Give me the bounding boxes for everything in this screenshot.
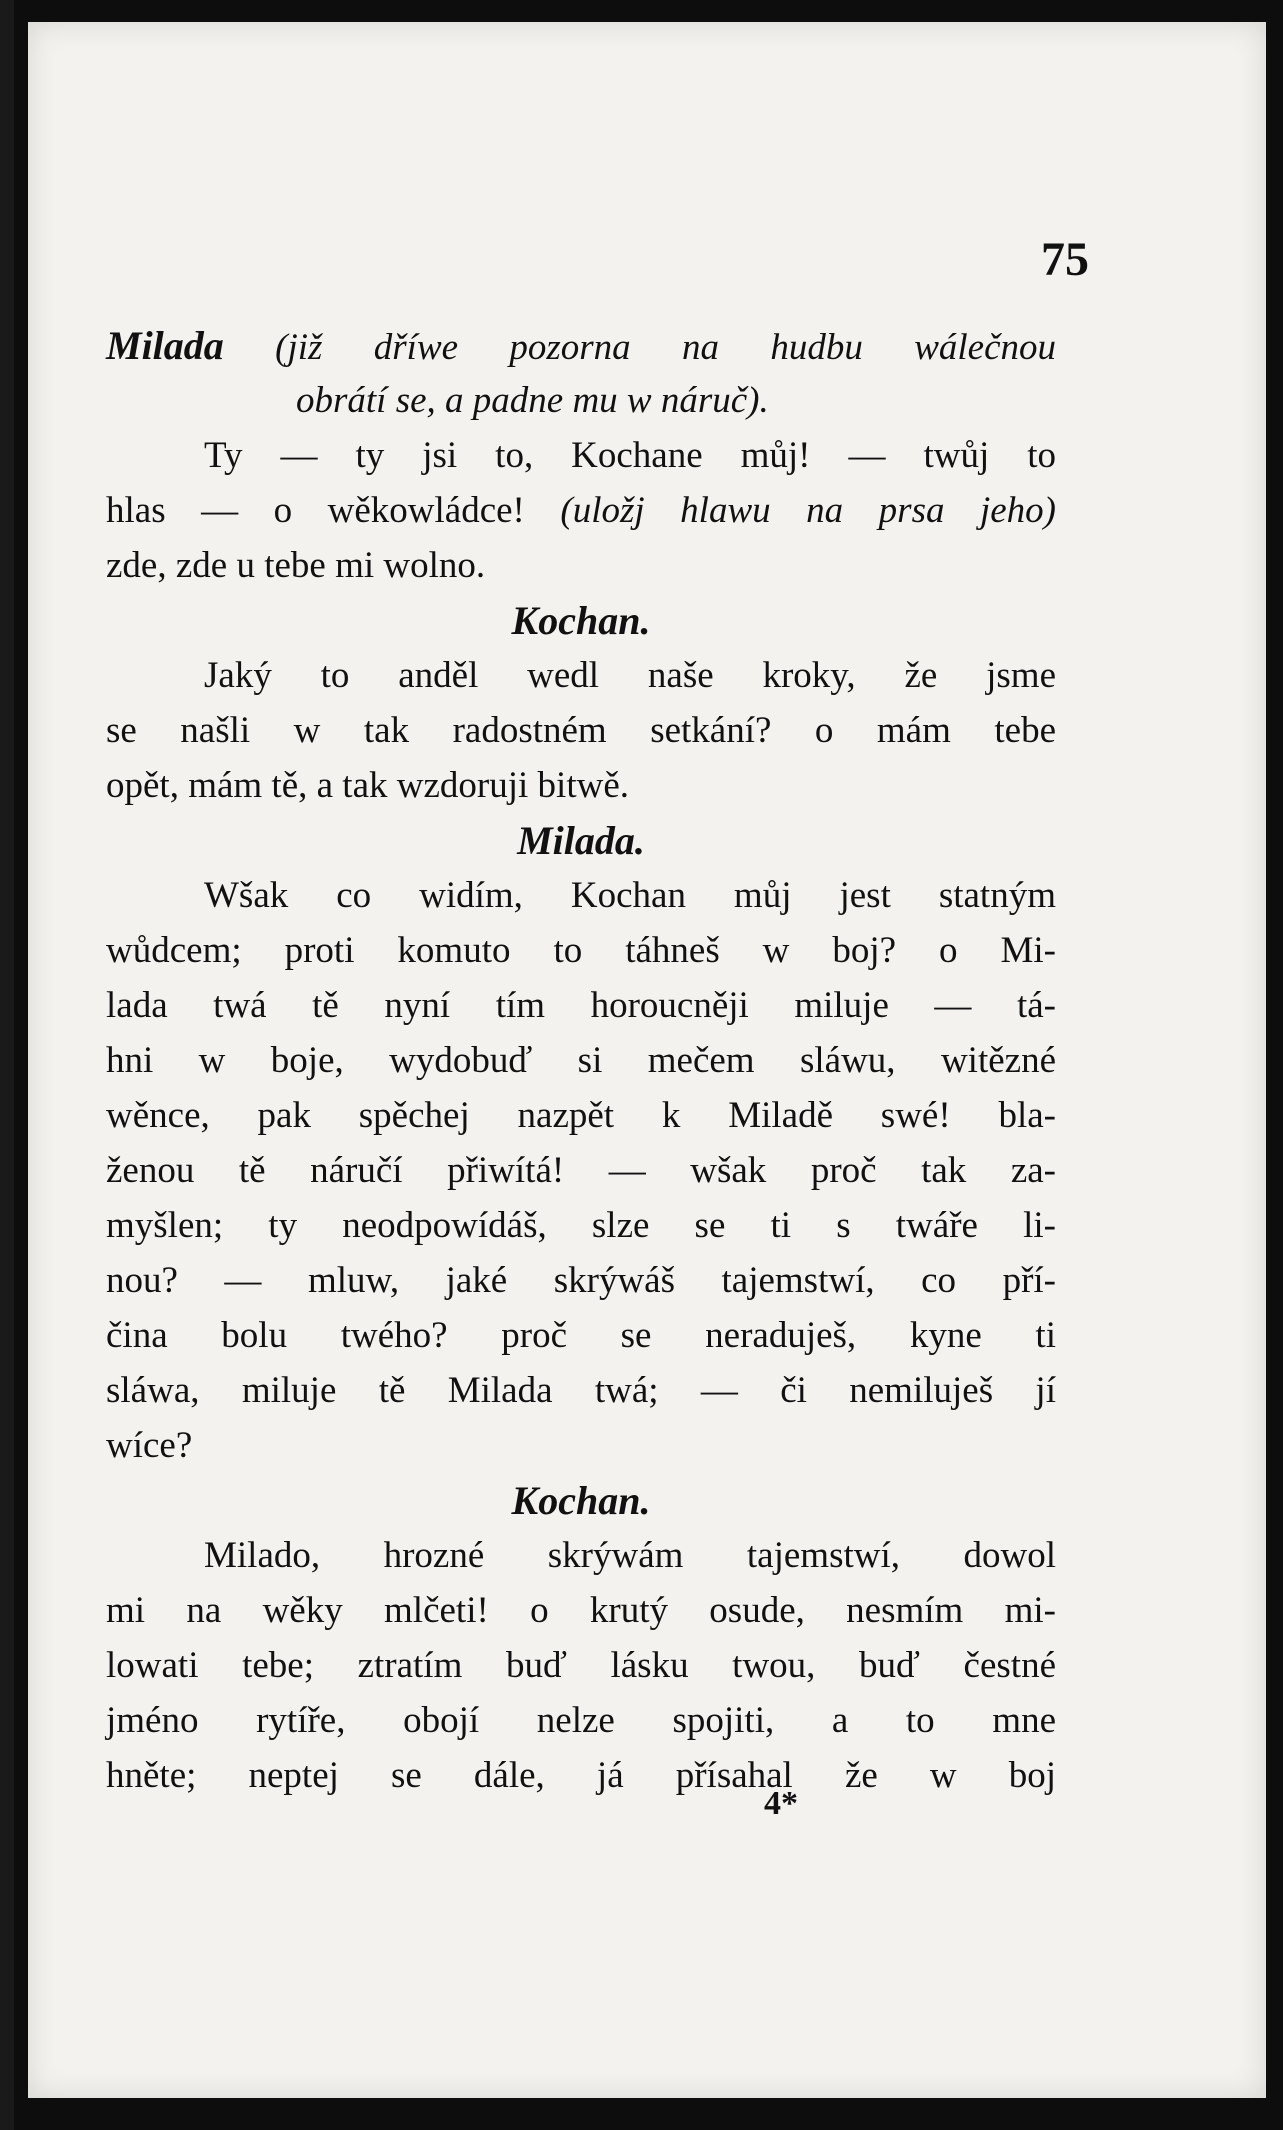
book-spine-edge [0, 0, 14, 2130]
text-line: jméno rytíře, obojí nelze spojiti, a to mne [106, 1700, 1056, 1741]
text-line: lowati tebe; ztratím buď lásku twou, buď čestné [106, 1645, 1056, 1686]
text-line: opět, mám tě, a tak wzdoruji bitwě. [106, 765, 629, 806]
text-line: čina bolu twého? proč se neraduješ, kyne ti [106, 1315, 1056, 1356]
text-line: Milado, hrozné skrýwám tajemstwí, dowol [204, 1535, 1056, 1576]
text-line: myšlen; ty neodpowídáš, slze se ti s twáře li- [106, 1205, 1056, 1246]
text-line: wůdcem; proti komuto to táhneš w boj? o Mi- [106, 930, 1056, 971]
text-line: sláwa, miluje tě Milada twá; — či nemiluješ jí [106, 1370, 1056, 1411]
text-line: se našli w tak radostném setkání? o mám tebe [106, 710, 1056, 751]
catchword-signature: 4* [764, 1785, 798, 1822]
text-line: Jaký to anděl wedl naše kroky, že jsme [204, 655, 1056, 696]
speaker-kochan: Kochan. [511, 1478, 651, 1523]
text-line: zde, zde u tebe mi wolno. [106, 545, 486, 586]
text-line [106, 483, 1056, 538]
stage-direction-inline: (uložj hlawu na prsa jeho) [560, 490, 1056, 531]
text-line: wíce? [106, 1425, 193, 1466]
text-line: wěnce, pak spěchej nazpět k Miladě swé! bla- [106, 1095, 1056, 1136]
text-line: mi na wěky mlčeti! o krutý osude, nesmím mi- [106, 1590, 1056, 1631]
text-line: ženou tě náručí přiwítá! — wšak proč tak za- [106, 1150, 1056, 1191]
text-line: hni w boje, wydobuď si mečem sláwu, witězné [106, 1040, 1056, 1081]
text-line: hněte; neptej se dále, já přísahal že w boj [106, 1755, 1056, 1796]
text-line: nou? — mluw, jaké skrýwáš tajemstwí, co pří- [106, 1260, 1056, 1301]
page-text [106, 318, 1056, 1803]
text-fragment: hlas — o wěkowládce! [106, 490, 525, 531]
speaker-milada: Milada. [517, 818, 645, 863]
stage-direction-line-1 [106, 318, 1056, 373]
text-line: Ty — ty jsi to, Kochane můj! — twůj to [204, 435, 1056, 476]
text-line: lada twá tě nyní tím horoucněji miluje — tá- [106, 985, 1056, 1026]
speaker-kochan: Kochan. [511, 598, 651, 643]
text-line: Wšak co widím, Kochan můj jest statným [204, 875, 1056, 916]
stage-direction-text-1: (již dříwe pozorna na hudbu wálečnou [275, 327, 1056, 368]
page-number: 75 [1041, 233, 1089, 286]
stage-direction-line-2: obrátí se, a padne mu w náruč). [296, 380, 769, 421]
speaker-milada: Milada [106, 323, 224, 368]
